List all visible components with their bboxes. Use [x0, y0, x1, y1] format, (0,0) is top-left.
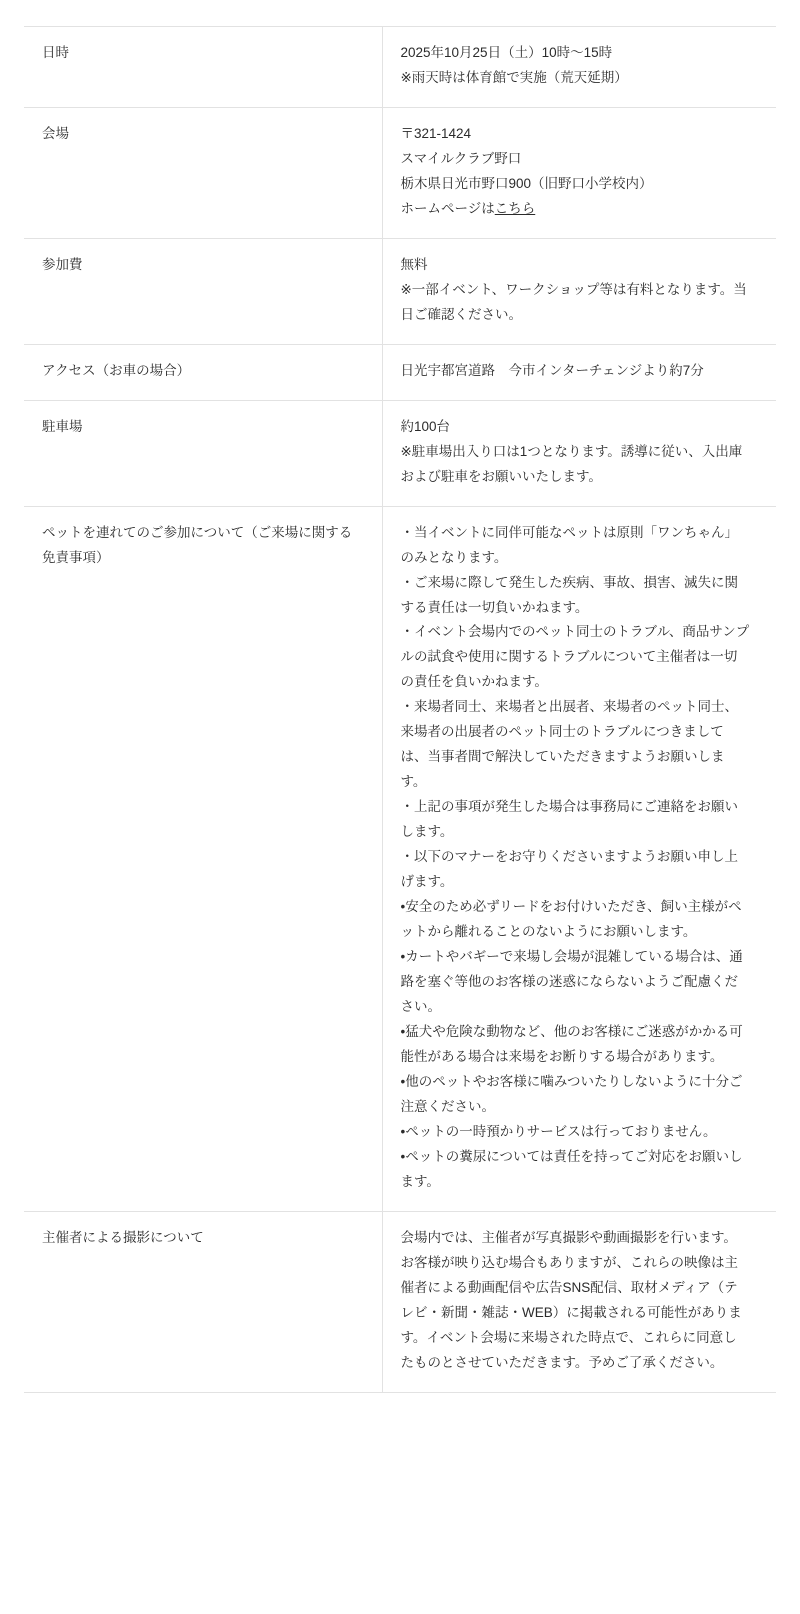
value-line: 2025年10月25日（土）10時〜15時: [400, 45, 613, 60]
value-line: ・ご来場に際して発生した疾病、事故、損害、滅失に関する責任は一切負いかねます。: [400, 574, 738, 615]
value-line: ・上記の事項が発生した場合は事務局にご連絡をお願いします。: [400, 799, 738, 840]
value-line: ・以下のマナーをお守りくださいますようお願い申し上げます。: [400, 849, 738, 890]
table-row: [24, 238, 776, 344]
row-label-text: ペットを連れてのご参加について（ご来場に関する免責事項）: [42, 524, 353, 565]
value-line: お客様が映り込む場合もありますが、これらの映像は主催者による動画配信や広告SNS配信、取材メディア（テレビ・新聞・雑誌・WEB）に掲載される可能性があります。イベント会場に来場された時点で、これらに同意したものとさせていただきます。予めご了承ください。: [400, 1254, 742, 1370]
table-row: [24, 344, 776, 400]
row-value-parking: [382, 400, 776, 506]
event-info-table: [24, 26, 776, 1393]
value-line: •ペットの糞尿については責任を持ってご対応をお願いします。: [400, 1148, 743, 1189]
row-label-access: [24, 344, 382, 400]
value-line: 無料: [400, 256, 428, 272]
value-line: ・来場者同士、来場者と出展者、来場者のペット同士、来場者の出展者のペット同士のトラブルにつきましては、当事者間で解決していただきますようお願いします。: [400, 699, 738, 790]
value-line: •他のペットやお客様に噛みついたりしないように十分ご注意ください。: [400, 1073, 743, 1114]
row-label-text: 会場: [42, 125, 69, 141]
value-line: スマイルクラブ野口: [400, 150, 522, 166]
value-line: 栃木県日光市野口900（旧野口小学校内）: [400, 175, 653, 191]
value-line: ※雨天時は体育館で実施（荒天延期）: [400, 69, 628, 85]
row-label-pets: [24, 506, 382, 1211]
homepage-line: [401, 197, 751, 222]
row-label-text: 駐車場: [42, 418, 83, 434]
row-label-photography: [24, 1211, 382, 1392]
row-value-fee: [382, 238, 776, 344]
row-label-parking: [24, 400, 382, 506]
event-info-body: [24, 27, 776, 1393]
value-line: ※一部イベント、ワークショップ等は有料となります。当日ご確認ください。: [400, 281, 747, 322]
row-value-pets: [382, 506, 776, 1211]
row-label-text: 主催者による撮影について: [42, 1229, 204, 1245]
value-line: 会場内では、主催者が写真撮影や動画撮影を行います。: [400, 1229, 737, 1245]
value-line: •安全のため必ずリードをお付けいただき、飼い主様がペットから離れることのないようにお願いします。: [400, 899, 742, 940]
table-row: [24, 400, 776, 506]
row-label-text: 参加費: [42, 256, 83, 272]
table-row: [24, 27, 776, 108]
homepage-link[interactable]: こちら: [494, 200, 536, 216]
row-value-datetime: [382, 27, 776, 108]
table-row: [24, 506, 776, 1211]
row-label-venue: [24, 107, 382, 238]
row-value-access: [382, 344, 776, 400]
value-line: ・当イベントに同伴可能なペットは原則「ワンちゃん」のみとなります。: [400, 524, 738, 565]
value-line: •猛犬や危険な動物など、他のお客様にご迷惑がかかる可能性がある場合は来場をお断りする場合があります。: [400, 1023, 743, 1064]
value-line: 日光宇都宮道路 今市インターチェンジより約7分: [400, 362, 704, 378]
value-line: 約100台: [400, 418, 451, 434]
value-line: ・イベント会場内でのペット同士のトラブル、商品サンプルの試食や使用に関するトラブルについて主催者は一切の責任を負いかねます。: [400, 624, 750, 690]
value-line: •カートやバギーで来場し会場が混雑している場合は、通路を塞ぐ等他のお客様の迷惑にならないようご配慮ください。: [400, 949, 743, 1014]
table-row: [24, 1211, 776, 1392]
row-label-fee: [24, 238, 382, 344]
table-row: [24, 107, 776, 238]
row-label-text: アクセス（お車の場合）: [42, 362, 191, 378]
value-line: ※駐車場出入り口は1つとなります。誘導に従い、入出庫および駐車をお願いいたします。: [400, 443, 743, 484]
row-value-photography: [382, 1211, 776, 1392]
value-line: 〒321-1424: [400, 125, 472, 141]
homepage-label: ホームページは: [400, 200, 495, 216]
value-line: •ペットの一時預かりサービスは行っておりません。: [400, 1123, 717, 1139]
row-value-venue: [382, 107, 776, 238]
row-label-text: 日時: [42, 45, 69, 60]
row-label-datetime: [24, 27, 382, 108]
